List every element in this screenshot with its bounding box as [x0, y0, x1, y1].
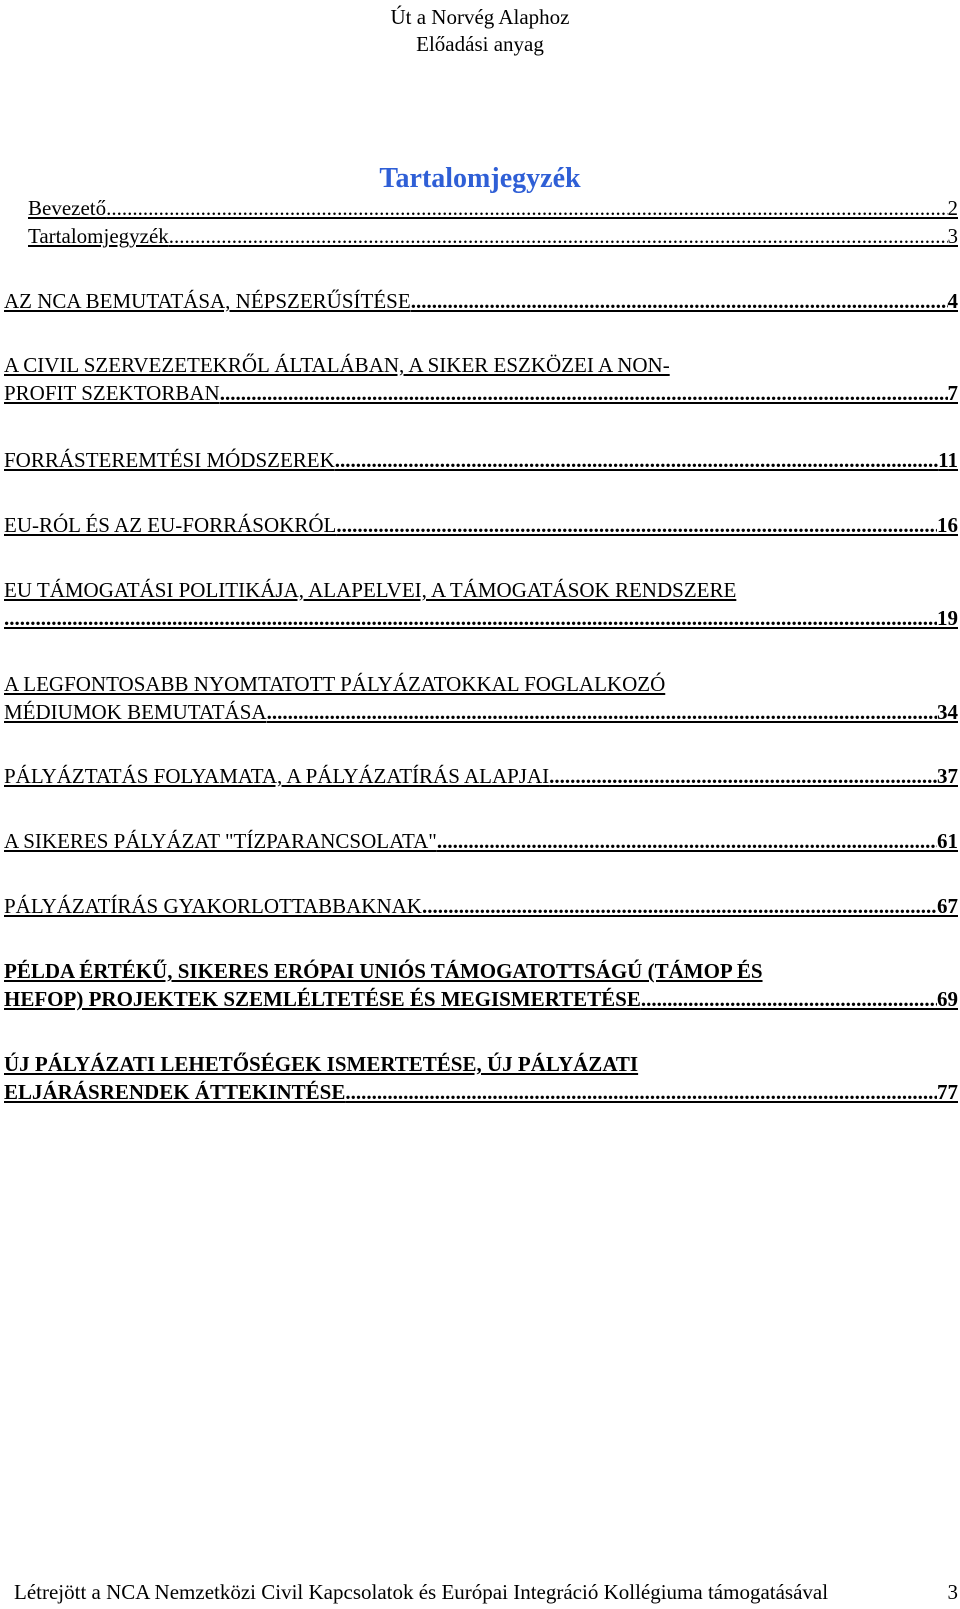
- toc-entry-text: AZ NCA BEMUTATÁSA, NÉPSZERŰSÍTÉSE: [4, 289, 411, 313]
- toc-leader: [641, 985, 937, 1013]
- toc-leader: [335, 446, 938, 474]
- toc-entry-bevezeto[interactable]: [28, 194, 958, 222]
- toc-leader: [437, 827, 937, 855]
- toc-page-number: 34: [937, 700, 958, 724]
- toc-leader: [220, 379, 948, 407]
- toc-entry-text: EU-RÓL ÉS AZ EU-FORRÁSOKRÓL: [4, 513, 337, 537]
- toc-leader: [345, 1078, 937, 1106]
- page-header: [0, 4, 960, 58]
- toc-entry-mediumok[interactable]: [4, 670, 958, 726]
- header-title: Út a Norvég Alaphoz: [390, 5, 570, 29]
- toc-entry-tartalomjegyzek[interactable]: [28, 222, 958, 250]
- toc-page-number: 16: [937, 513, 958, 537]
- toc-entry-text-line2: ELJÁRÁSRENDEK ÁTTEKINTÉSE: [4, 1080, 346, 1104]
- header-subtitle: Előadási anyag: [416, 32, 544, 56]
- toc-leader: [267, 698, 937, 726]
- toc-page-number: 19: [937, 606, 958, 630]
- toc-page-number: 11: [938, 448, 958, 472]
- toc-entry-eu-forrasok[interactable]: [4, 511, 958, 539]
- footer-text: Létrejött a NCA Nemzetközi Civil Kapcsolatok és Európai Integráció Kollégiuma támogatásával: [14, 1580, 829, 1604]
- toc-entry-text: Tartalomjegyzék: [28, 224, 169, 248]
- toc-page-number: 61: [937, 829, 958, 853]
- toc-page-number: 37: [937, 764, 958, 788]
- toc-leader: [169, 222, 948, 250]
- toc-entry-text-line1: ÚJ PÁLYÁZATI LEHETŐSÉGEK ISMERTETÉSE, ÚJ PÁLYÁZATI: [4, 1052, 639, 1076]
- toc-entry-tizparancsolat[interactable]: [4, 827, 958, 855]
- toc-entry-text: FORRÁSTEREMTÉSI MÓDSZEREK: [4, 448, 335, 472]
- toc-entry-text: A SIKERES PÁLYÁZAT "TÍZPARANCSOLATA": [4, 829, 437, 853]
- toc-entry-uj-palyazati[interactable]: [4, 1050, 958, 1106]
- toc-leader: [4, 604, 937, 632]
- toc-entry-text-line2: PROFIT SZEKTORBAN: [4, 381, 220, 405]
- toc-leader: [336, 511, 937, 539]
- toc-page-number: 77: [937, 1080, 958, 1104]
- toc-entry-text: PÁLYÁZATÍRÁS GYAKORLOTTABBAKNAK: [4, 894, 422, 918]
- toc-entry-text-line1: A LEGFONTOSABB NYOMTATOTT PÁLYÁZATOKKAL FOGLALKOZÓ: [4, 672, 666, 696]
- toc-entry-text-line1: A CIVIL SZERVEZETEKRŐL ÁLTALÁBAN, A SIKER ESZKÖZEI A NON-: [4, 353, 670, 377]
- toc-entry-text-line2: MÉDIUMOK BEMUTATÁSA: [4, 700, 267, 724]
- toc-entry-pelda-ertek[interactable]: [4, 957, 958, 1013]
- toc-entry-text: Bevezető: [28, 196, 107, 220]
- toc-page-number: 3: [947, 224, 958, 248]
- toc-leader: [106, 194, 947, 222]
- toc-page-number: 7: [947, 381, 958, 405]
- toc-entry-palyaztatas[interactable]: [4, 762, 958, 790]
- toc-entry-text-line1: PÉLDA ÉRTÉKŰ, SIKERES ERÓPAI UNIÓS TÁMOGATOTTSÁGÚ (TÁMOP ÉS: [4, 959, 763, 983]
- toc-leader: [422, 892, 937, 920]
- toc-title: Tartalomjegyzék: [379, 163, 581, 194]
- toc-entry-text-line1: EU TÁMOGATÁSI POLITIKÁJA, ALAPELVEI, A TÁMOGATÁSOK RENDSZERE: [4, 578, 737, 602]
- toc-leader: [549, 762, 937, 790]
- toc-page-number: 2: [947, 196, 958, 220]
- toc-entry-civil[interactable]: [4, 351, 958, 407]
- toc-entry-eu-tamogatasi[interactable]: [4, 576, 958, 632]
- toc-entry-text: PÁLYÁZTATÁS FOLYAMATA, A PÁLYÁZATÍRÁS ALAPJAI: [4, 764, 550, 788]
- footer-page-number: 3: [947, 1580, 958, 1604]
- page-footer: [14, 1578, 958, 1606]
- toc-page-number: 69: [937, 987, 958, 1011]
- toc-entry-text-line2: HEFOP) PROJEKTEK SZEMLÉLTETÉSE ÉS MEGISMERTETÉSE: [4, 987, 641, 1011]
- toc-entry-forrasteremtes[interactable]: [4, 446, 958, 474]
- toc-entry-nca[interactable]: [4, 287, 958, 315]
- toc-page-number: 67: [937, 894, 958, 918]
- toc-entry-gyakorlottabbaknak[interactable]: [4, 892, 958, 920]
- toc-leader: [411, 287, 948, 315]
- toc-page-number: 4: [947, 289, 958, 313]
